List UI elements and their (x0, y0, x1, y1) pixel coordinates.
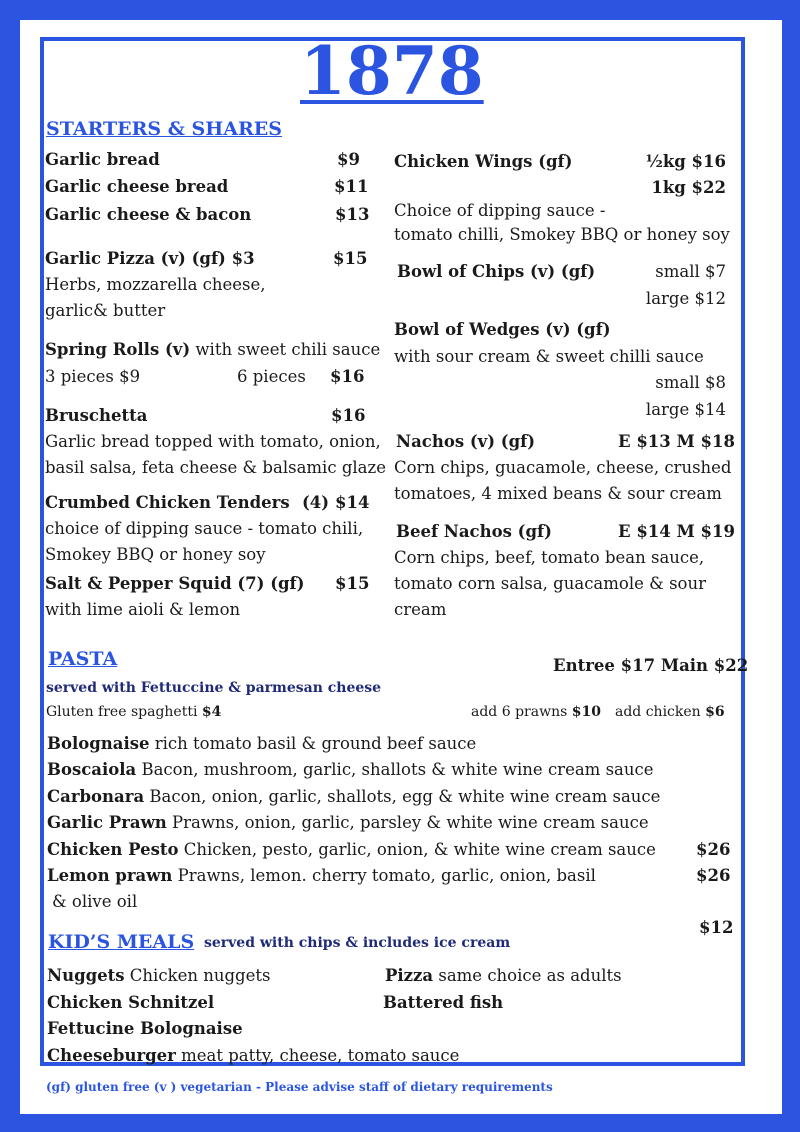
kids-item (47, 966, 270, 985)
pasta-item-name: Boscaiola (47, 760, 137, 779)
restaurant-title: 1878 (300, 32, 484, 110)
pasta-item-price: $26 (696, 840, 731, 859)
add-chicken-option (615, 704, 725, 720)
pasta-item (47, 760, 654, 779)
spring-rolls-line (45, 340, 380, 359)
kids-item-name: Nuggets (47, 966, 125, 985)
chicken-tenders-price: $14 (335, 493, 370, 512)
beef-nachos-price: E $14 M $19 (618, 522, 735, 541)
spring-rolls-name: Spring Rolls (v) (45, 340, 191, 359)
pasta-item-desc: Bacon, onion, garlic, shallots, egg & white wine cream sauce (144, 787, 661, 806)
wings-price-kg: 1kg $22 (651, 178, 726, 197)
garlic-bread-price: $9 (337, 150, 360, 169)
kids-item-name: Battered fish (383, 993, 504, 1012)
squid-desc: with lime aioli & lemon (45, 600, 241, 619)
beef-nachos-desc: cream (394, 600, 447, 619)
kids-item (47, 1046, 459, 1065)
bruschetta-desc: basil salsa, feta cheese & balsamic glaze (45, 458, 386, 477)
pasta-item-desc: Bacon, mushroom, garlic, shallots & white wine cream sauce (136, 760, 654, 779)
dietary-footer: (gf) gluten free (v ) vegetarian - Please advise staff of dietary requirements (46, 1080, 553, 1094)
chicken-tenders-desc: choice of dipping sauce - tomato chili, (45, 519, 364, 538)
pasta-item-desc: Prawns, onion, garlic, parsley & white wine cream sauce (166, 813, 649, 832)
garlic-bread-name: Garlic bread (45, 150, 160, 169)
pasta-item-desc: Chicken, pesto, garlic, onion, & white wine cream sauce (178, 840, 656, 859)
wings-name: Chicken Wings (gf) (394, 152, 573, 171)
nachos-desc: tomatoes, 4 mixed beans & sour cream (394, 484, 722, 503)
beef-nachos-desc: Corn chips, beef, tomato bean sauce, (394, 548, 705, 567)
kids-item-desc: meat patty, cheese, tomato sauce (175, 1046, 460, 1065)
pasta-served-with: served with Fettuccine & parmesan cheese (46, 680, 382, 696)
bruschetta-price: $16 (331, 406, 366, 425)
kids-served-with: served with chips & includes ice cream (204, 935, 511, 951)
add-chicken-label: add chicken (615, 704, 706, 720)
wedges-desc: with sour cream & sweet chilli sauce (394, 347, 704, 366)
garlic-pizza-price: $15 (333, 249, 368, 268)
garlic-cheese-bread-price: $11 (334, 177, 369, 196)
pasta-item (47, 840, 656, 859)
wedges-name: Bowl of Wedges (v) (gf) (394, 320, 611, 339)
garlic-pizza-desc: Herbs, mozzarella cheese, (45, 275, 266, 294)
spring-rolls-price: $16 (330, 367, 365, 386)
gluten-free-option (46, 704, 221, 720)
kids-heading: KID’S MEALS (48, 931, 195, 953)
nachos-name: Nachos (v) (gf) (396, 432, 536, 451)
chips-large-price: large $12 (645, 289, 726, 308)
beef-nachos-desc: tomato corn salsa, guacamole & sour (394, 574, 706, 593)
garlic-cheese-bread-name: Garlic cheese bread (45, 177, 229, 196)
chips-name: Bowl of Chips (v) (gf) (397, 262, 596, 281)
beef-nachos-name: Beef Nachos (gf) (396, 522, 552, 541)
add-chicken-price: $6 (705, 704, 725, 720)
pasta-item-name: Chicken Pesto (47, 840, 179, 859)
garlic-cheese-bacon-price: $13 (335, 205, 370, 224)
add-prawns-option (471, 704, 601, 720)
pasta-heading: PASTA (48, 648, 118, 670)
pasta-item-desc: Prawns, lemon. cherry tomato, garlic, onion, basil (172, 866, 596, 885)
pasta-item-price: $26 (696, 866, 731, 885)
bruschetta-name: Bruschetta (45, 406, 148, 425)
kids-item-name: Fettucine Bolognaise (47, 1019, 243, 1038)
garlic-cheese-bacon-name: Garlic cheese & bacon (45, 205, 252, 224)
pasta-item-name: Carbonara (47, 787, 145, 806)
wings-price-half: ½kg $16 (645, 152, 726, 171)
wings-desc: Choice of dipping sauce - (394, 201, 606, 220)
chips-small-price: small $7 (655, 262, 726, 281)
garlic-pizza-desc: garlic& butter (45, 301, 166, 320)
gluten-free-price: $4 (201, 704, 222, 720)
garlic-pizza-name: Garlic Pizza (v) (gf) $3 (45, 249, 255, 268)
kids-item (385, 966, 622, 985)
pasta-item (47, 813, 649, 832)
pasta-item-desc-cont: & olive oil (52, 892, 138, 911)
add-prawns-price: $10 (571, 704, 601, 720)
pasta-item-name: Lemon prawn (47, 866, 173, 885)
bruschetta-desc: Garlic bread topped with tomato, onion, (45, 432, 381, 451)
spring-rolls-desc: with sweet chili sauce (190, 340, 381, 359)
pasta-item (47, 734, 476, 753)
spring-rolls-option: 6 pieces (237, 367, 306, 386)
wedges-large-price: large $14 (645, 400, 726, 419)
kids-price: $12 (699, 918, 734, 937)
kids-item-name: Chicken Schnitzel (47, 993, 215, 1012)
wings-desc: tomato chilli, Smokey BBQ or honey soy (394, 225, 730, 244)
chicken-tenders-desc: Smokey BBQ or honey soy (45, 545, 266, 564)
chicken-tenders-qty: (4) (302, 493, 330, 512)
nachos-desc: Corn chips, guacamole, cheese, crushed (394, 458, 732, 477)
starters-heading: STARTERS & SHARES (46, 118, 282, 140)
nachos-price: E $13 M $18 (618, 432, 735, 451)
kids-item-desc: Chicken nuggets (124, 966, 271, 985)
chicken-tenders-name: Crumbed Chicken Tenders (45, 493, 290, 512)
add-prawns-label: add 6 prawns (471, 704, 572, 720)
pasta-item (47, 866, 596, 885)
kids-item-name: Pizza (385, 966, 434, 985)
pasta-item-name: Garlic Prawn (47, 813, 167, 832)
pasta-item-name: Bolognaise (47, 734, 150, 753)
spring-rolls-option: 3 pieces $9 (45, 367, 141, 386)
gluten-free-label: Gluten free spaghetti (46, 704, 202, 720)
pasta-item (47, 787, 660, 806)
squid-name: Salt & Pepper Squid (7) (gf) (45, 574, 305, 593)
kids-item-name: Cheeseburger (47, 1046, 176, 1065)
wedges-small-price: small $8 (655, 373, 726, 392)
kids-item-desc: same choice as adults (433, 966, 622, 985)
pasta-item-desc: rich tomato basil & ground beef sauce (149, 734, 477, 753)
pasta-prices: Entree $17 Main $22 (553, 656, 749, 675)
squid-price: $15 (335, 574, 370, 593)
